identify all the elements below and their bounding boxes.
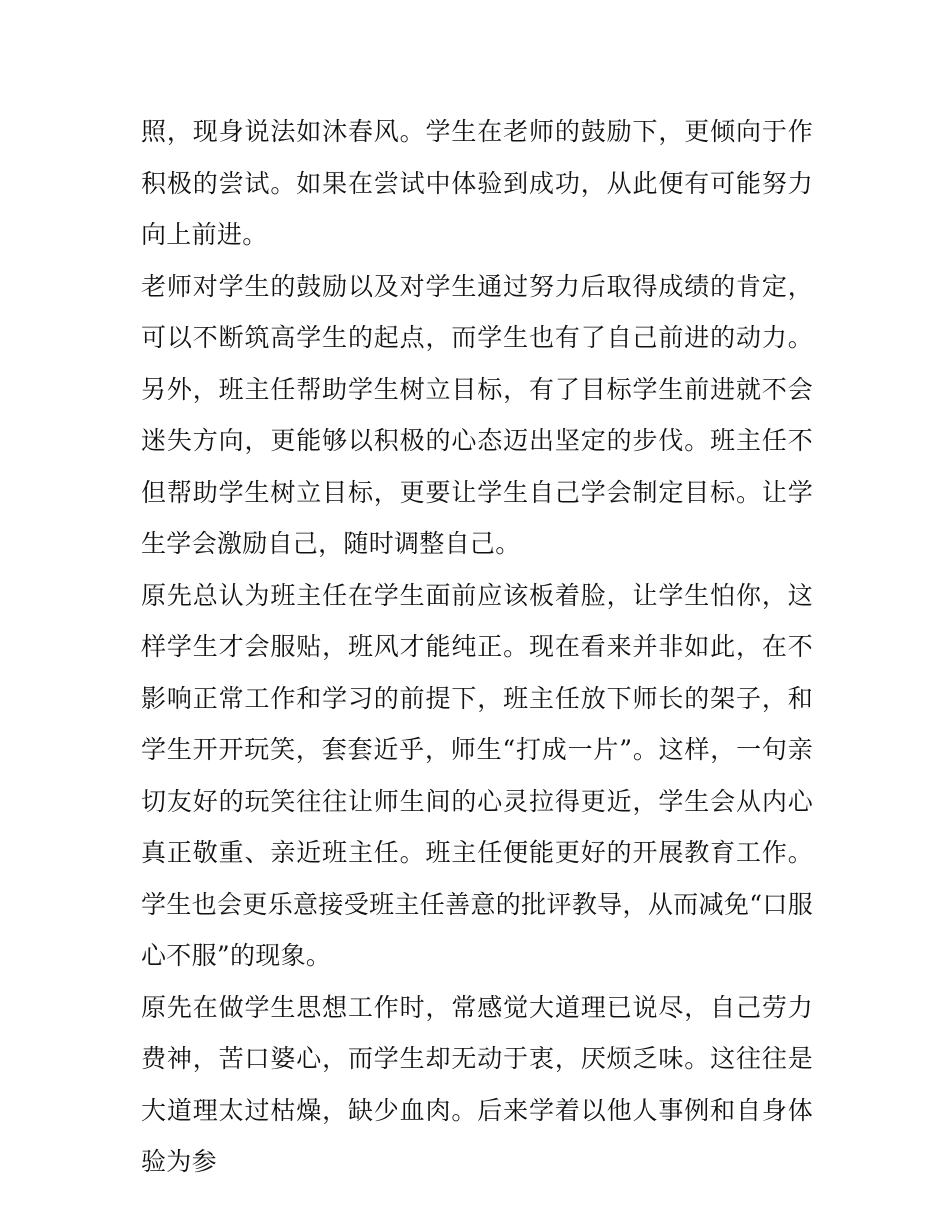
paragraph-2: 老师对学生的鼓励以及对学生通过努力后取得成绩的肯定，可以不断筑高学生的起点，而学生也有了自己前进的动力。另外，班主任帮助学生树立目标，有了目标学生前进就不会迷失方向，更能够以积极的心态迈出坚定的步伐。班主任不但帮助学生树立目标，更要让学生自己学会制定目标。让学生学会激励自己，随时调整自己。 — [141, 271, 813, 558]
paragraph-4: 原先在做学生思想工作时，常感觉大道理已说尽，自己劳力费神，苦口婆心，而学生却无动于衷，厌烦乏味。这往往是大道理太过枯燥，缺少血肉。后来学着以他人事例和自身体验为参 — [141, 992, 813, 1176]
paragraph-3: 原先总认为班主任在学生面前应该板着脸，让学生怕你，这样学生才会服贴，班风才能纯正。现在看来并非如此，在不影响正常工作和学习的前提下，班主任放下师长的架子，和学生开开玩笑，套套近乎，师生“打成一片”。这样，一句亲切友好的玩笑往往让师生间的心灵拉得更近，学生会从内心真正敬重、亲近班主任。班主任便能更好的开展教育工作。学生也会更乐意接受班主任善意的批评教导，从而减免“口服心不服”的现象。 — [141, 580, 813, 970]
document-body — [141, 106, 813, 1188]
paragraph-1: 照，现身说法如沐春风。学生在老师的鼓励下，更倾向于作积极的尝试。如果在尝试中体验到成功，从此便有可能努力向上前进。 — [141, 117, 813, 249]
